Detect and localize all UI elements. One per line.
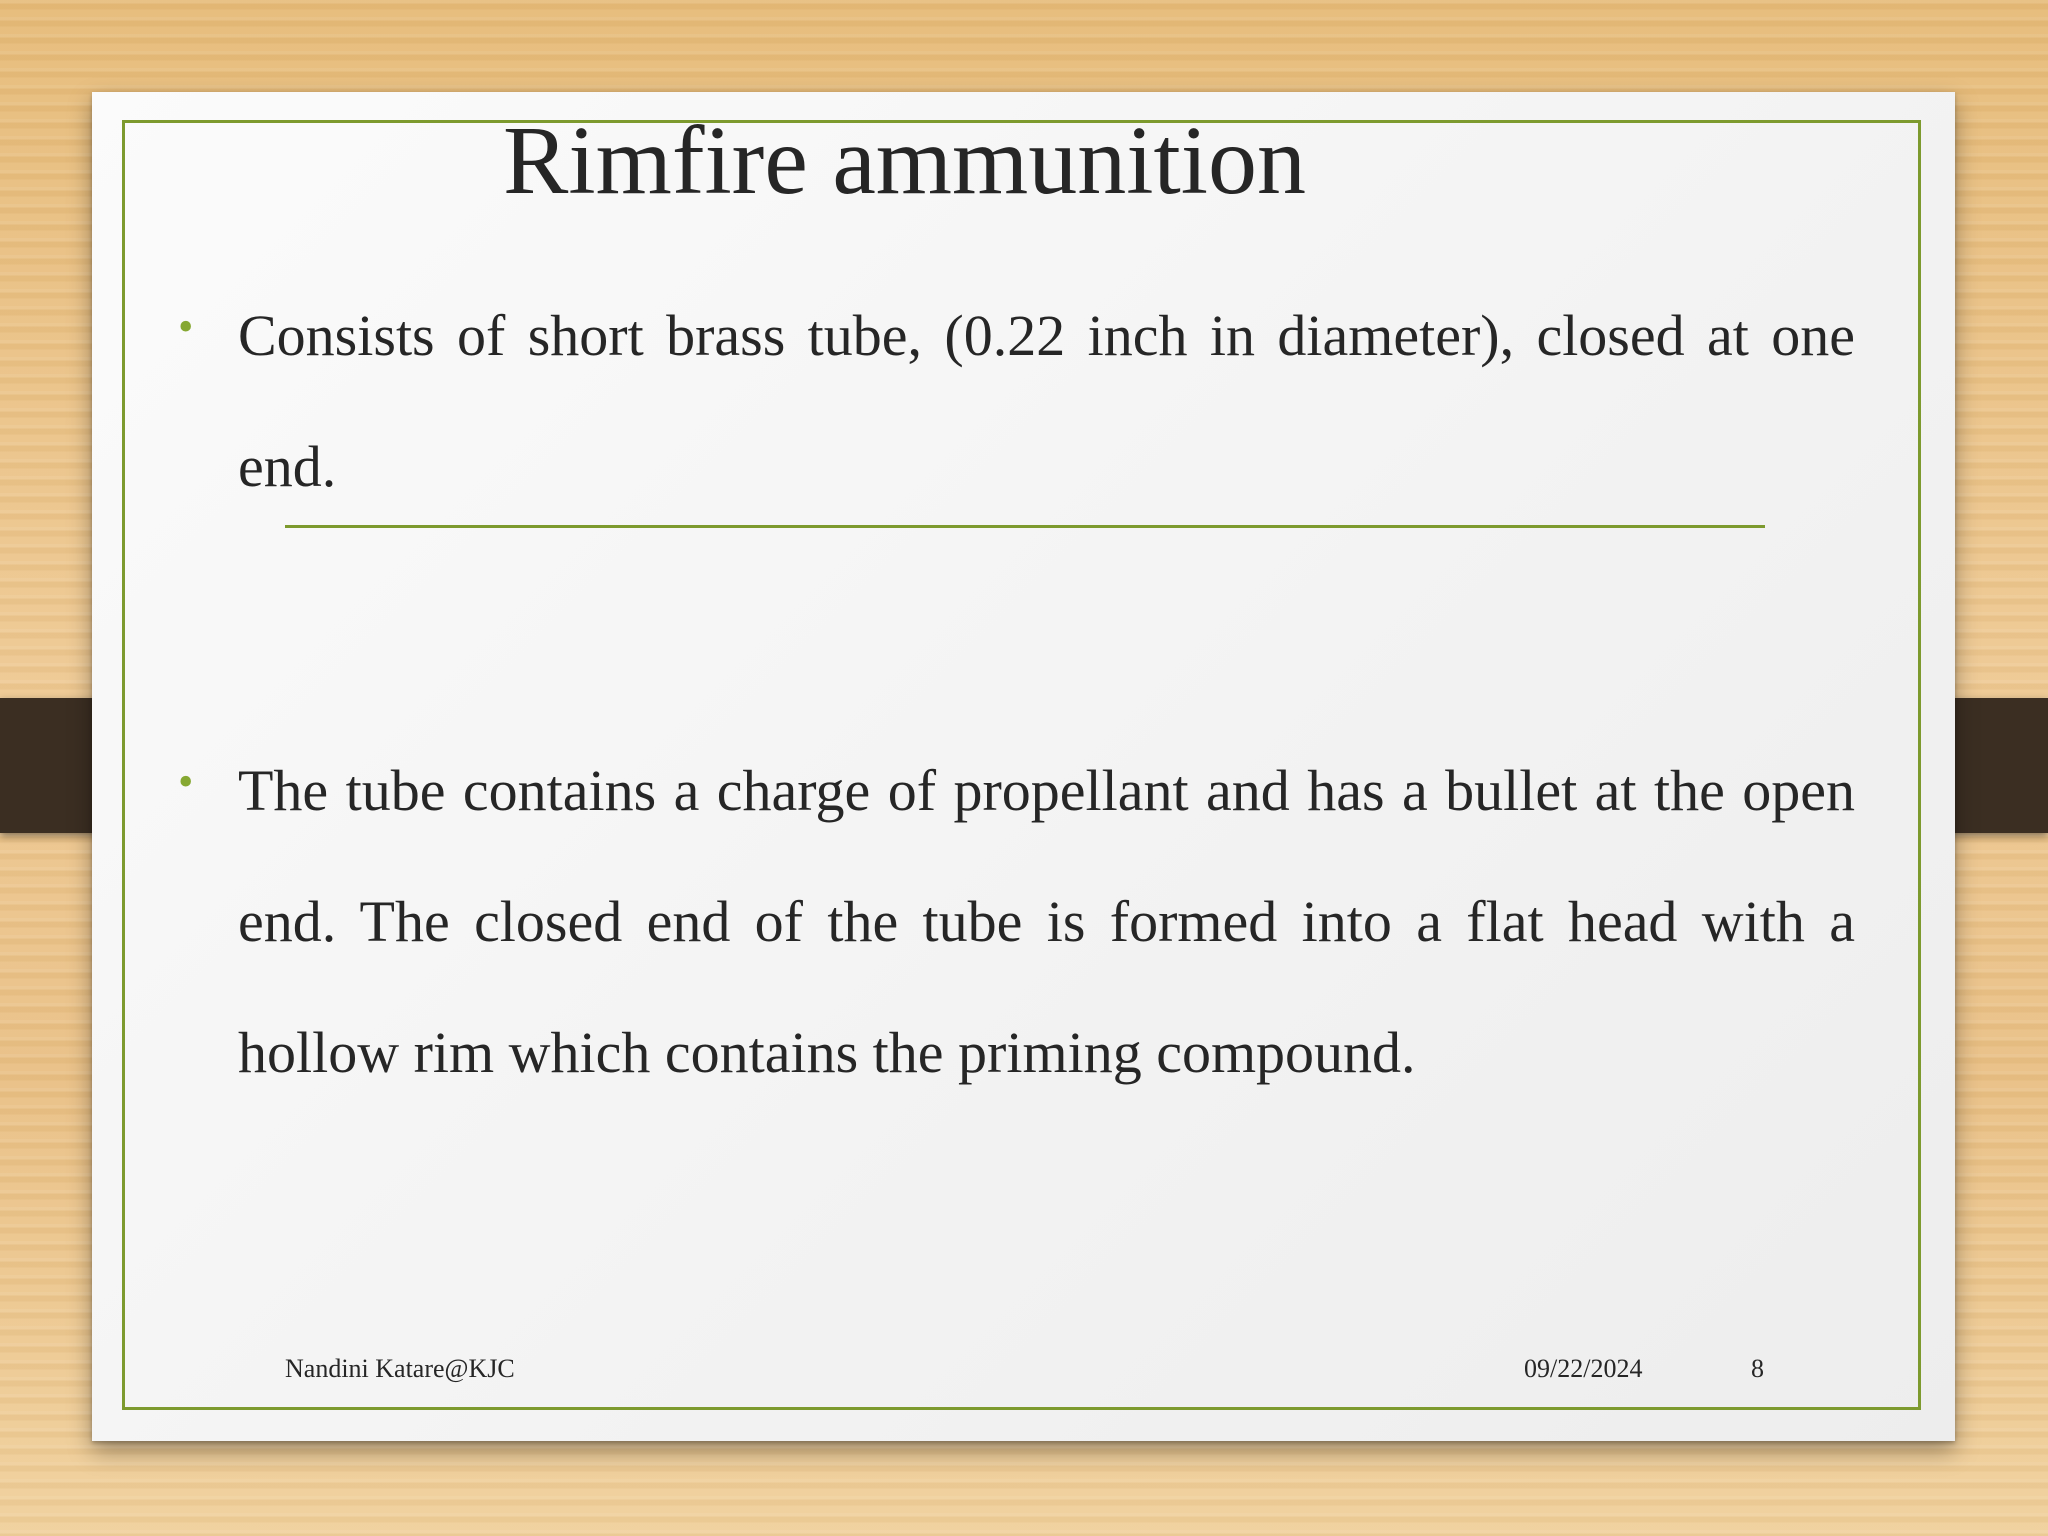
bullet-point-icon: • (178, 757, 194, 806)
slide-title: Rimfire ammunition (503, 107, 1306, 215)
divider-line (285, 525, 1765, 528)
footer-author: Nandini Katare@KJC (285, 1354, 515, 1383)
bullet-text-2: The tube contains a charge of propellant and has a bullet at the open end. The closed end of the tube is formed into a flat head with a hollow rim which contains the priming compound. (238, 758, 1855, 1085)
bullet-text-1: Consists of short brass tube, (0.22 inch in diameter), closed at one end. (238, 303, 1855, 499)
bullet-point-icon: • (178, 302, 194, 351)
footer-page-number: 8 (1751, 1354, 1764, 1383)
footer-date: 09/22/2024 (1524, 1354, 1643, 1383)
